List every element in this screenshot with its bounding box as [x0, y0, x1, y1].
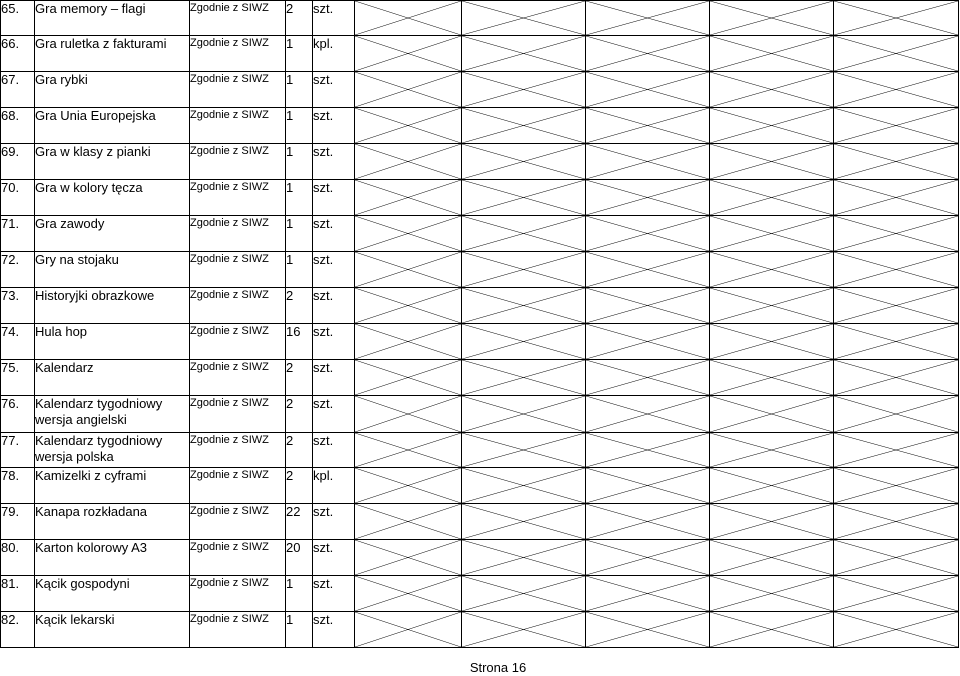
cross-mark [710, 324, 833, 359]
cross-mark [710, 433, 833, 467]
row-number: 65. [1, 1, 35, 36]
crossed-out-cell [586, 144, 710, 180]
crossed-out-cell [834, 36, 959, 72]
item-unit: szt. [313, 576, 355, 612]
crossed-out-cell [355, 324, 462, 360]
item-unit: kpl. [313, 468, 355, 504]
cross-mark [355, 468, 461, 503]
item-name: Gra memory – flagi [35, 1, 190, 36]
cross-mark [834, 576, 958, 611]
cross-mark [462, 468, 585, 503]
item-unit: szt. [313, 1, 355, 36]
row-number: 68. [1, 108, 35, 144]
item-specification: Zgodnie z SIWZ [190, 396, 286, 433]
crossed-out-cell [355, 1, 462, 36]
item-unit: szt. [313, 180, 355, 216]
cross-mark [355, 180, 461, 215]
cross-mark [355, 324, 461, 359]
crossed-out-cell [710, 252, 834, 288]
crossed-out-cell [462, 324, 586, 360]
crossed-out-cell [710, 612, 834, 648]
crossed-out-cell [462, 576, 586, 612]
crossed-out-cell [462, 360, 586, 396]
table-row [1, 144, 959, 180]
table-row [1, 504, 959, 540]
crossed-out-cell [710, 504, 834, 540]
item-quantity: 1 [286, 108, 313, 144]
crossed-out-cell [355, 396, 462, 433]
crossed-out-cell [355, 612, 462, 648]
item-quantity: 2 [286, 468, 313, 504]
item-name: Gra rybki [35, 72, 190, 108]
crossed-out-cell [586, 324, 710, 360]
crossed-out-cell [586, 108, 710, 144]
cross-mark [462, 252, 585, 287]
item-unit: szt. [313, 540, 355, 576]
cross-mark [834, 324, 958, 359]
row-number: 78. [1, 468, 35, 504]
cross-mark [586, 72, 709, 107]
crossed-out-cell [462, 540, 586, 576]
crossed-out-cell [834, 144, 959, 180]
row-number: 71. [1, 216, 35, 252]
item-specification: Zgodnie z SIWZ [190, 576, 286, 612]
row-number: 72. [1, 252, 35, 288]
item-quantity: 2 [286, 396, 313, 433]
cross-mark [586, 360, 709, 395]
cross-mark [710, 72, 833, 107]
cross-mark [462, 288, 585, 323]
table-row [1, 216, 959, 252]
crossed-out-cell [834, 468, 959, 504]
crossed-out-cell [355, 252, 462, 288]
item-specification: Zgodnie z SIWZ [190, 324, 286, 360]
cross-mark [355, 360, 461, 395]
row-number: 75. [1, 360, 35, 396]
item-specification: Zgodnie z SIWZ [190, 612, 286, 648]
cross-mark [355, 72, 461, 107]
crossed-out-cell [586, 396, 710, 433]
crossed-out-cell [462, 396, 586, 433]
crossed-out-cell [355, 504, 462, 540]
item-name: Gra ruletka z fakturami [35, 36, 190, 72]
cross-mark [355, 433, 461, 467]
item-specification: Zgodnie z SIWZ [190, 468, 286, 504]
crossed-out-cell [710, 72, 834, 108]
item-unit: szt. [313, 108, 355, 144]
crossed-out-cell [586, 504, 710, 540]
item-name: Gry na stojaku [35, 252, 190, 288]
cross-mark [586, 216, 709, 251]
crossed-out-cell [834, 324, 959, 360]
item-unit: szt. [313, 360, 355, 396]
cross-mark [834, 108, 958, 143]
crossed-out-cell [462, 504, 586, 540]
crossed-out-cell [462, 36, 586, 72]
item-quantity: 1 [286, 72, 313, 108]
cross-mark [834, 36, 958, 71]
crossed-out-cell [462, 1, 586, 36]
cross-mark [586, 540, 709, 575]
crossed-out-cell [586, 433, 710, 468]
crossed-out-cell [834, 504, 959, 540]
item-name: Karton kolorowy A3 [35, 540, 190, 576]
crossed-out-cell [834, 216, 959, 252]
cross-mark [462, 36, 585, 71]
crossed-out-cell [462, 72, 586, 108]
cross-mark [586, 468, 709, 503]
row-number: 73. [1, 288, 35, 324]
item-specification: Zgodnie z SIWZ [190, 180, 286, 216]
crossed-out-cell [834, 360, 959, 396]
crossed-out-cell [834, 612, 959, 648]
item-quantity: 22 [286, 504, 313, 540]
row-number: 82. [1, 612, 35, 648]
row-number: 74. [1, 324, 35, 360]
crossed-out-cell [462, 216, 586, 252]
item-unit: szt. [313, 504, 355, 540]
crossed-out-cell [834, 288, 959, 324]
item-quantity: 2 [286, 1, 313, 36]
item-name: Kalendarz tygodniowy wersja polska [35, 433, 190, 468]
crossed-out-cell [710, 576, 834, 612]
cross-mark [462, 1, 585, 35]
item-unit: szt. [313, 612, 355, 648]
cross-mark [586, 108, 709, 143]
item-quantity: 1 [286, 576, 313, 612]
crossed-out-cell [586, 216, 710, 252]
table-row [1, 396, 959, 433]
cross-mark [462, 612, 585, 647]
item-name: Kalendarz [35, 360, 190, 396]
item-name: Gra w kolory tęcza [35, 180, 190, 216]
cross-mark [355, 144, 461, 179]
cross-mark [586, 433, 709, 467]
item-quantity: 1 [286, 36, 313, 72]
item-specification: Zgodnie z SIWZ [190, 216, 286, 252]
table-row [1, 324, 959, 360]
cross-mark [586, 504, 709, 539]
cross-mark [710, 144, 833, 179]
crossed-out-cell [586, 612, 710, 648]
crossed-out-cell [586, 72, 710, 108]
table-row [1, 1, 959, 36]
cross-mark [834, 72, 958, 107]
item-name: Gra zawody [35, 216, 190, 252]
crossed-out-cell [710, 288, 834, 324]
crossed-out-cell [710, 108, 834, 144]
cross-mark [462, 576, 585, 611]
cross-mark [586, 612, 709, 647]
cross-mark [710, 108, 833, 143]
crossed-out-cell [710, 433, 834, 468]
crossed-out-cell [834, 108, 959, 144]
item-unit: szt. [313, 288, 355, 324]
crossed-out-cell [834, 72, 959, 108]
cross-mark [355, 216, 461, 251]
cross-mark [834, 504, 958, 539]
crossed-out-cell [710, 468, 834, 504]
crossed-out-cell [586, 540, 710, 576]
row-number: 76. [1, 396, 35, 433]
item-specification: Zgodnie z SIWZ [190, 504, 286, 540]
crossed-out-cell [355, 576, 462, 612]
cross-mark [355, 288, 461, 323]
cross-mark [462, 504, 585, 539]
item-name: Historyjki obrazkowe [35, 288, 190, 324]
cross-mark [586, 576, 709, 611]
row-number: 69. [1, 144, 35, 180]
cross-mark [834, 612, 958, 647]
crossed-out-cell [355, 180, 462, 216]
row-number: 67. [1, 72, 35, 108]
crossed-out-cell [586, 1, 710, 36]
cross-mark [586, 1, 709, 35]
cross-mark [355, 612, 461, 647]
page-number: Strona 16 [469, 660, 527, 675]
table-row [1, 36, 959, 72]
cross-mark [834, 396, 958, 432]
cross-mark [834, 180, 958, 215]
row-number: 70. [1, 180, 35, 216]
item-specification: Zgodnie z SIWZ [190, 360, 286, 396]
crossed-out-cell [355, 360, 462, 396]
cross-mark [710, 540, 833, 575]
crossed-out-cell [462, 180, 586, 216]
row-number: 77. [1, 433, 35, 468]
item-specification: Zgodnie z SIWZ [190, 72, 286, 108]
cross-mark [355, 252, 461, 287]
table-row [1, 180, 959, 216]
item-name: Hula hop [35, 324, 190, 360]
cross-mark [586, 36, 709, 71]
table-row [1, 108, 959, 144]
crossed-out-cell [355, 144, 462, 180]
cross-mark [462, 180, 585, 215]
crossed-out-cell [710, 396, 834, 433]
item-quantity: 1 [286, 180, 313, 216]
item-specification: Zgodnie z SIWZ [190, 108, 286, 144]
cross-mark [355, 504, 461, 539]
crossed-out-cell [710, 144, 834, 180]
cross-mark [834, 252, 958, 287]
cross-mark [710, 216, 833, 251]
cross-mark [462, 108, 585, 143]
crossed-out-cell [586, 180, 710, 216]
table-row [1, 360, 959, 396]
crossed-out-cell [834, 252, 959, 288]
item-quantity: 2 [286, 288, 313, 324]
cross-mark [834, 144, 958, 179]
crossed-out-cell [834, 433, 959, 468]
crossed-out-cell [834, 576, 959, 612]
item-specification: Zgodnie z SIWZ [190, 36, 286, 72]
item-unit: szt. [313, 396, 355, 433]
item-specification: Zgodnie z SIWZ [190, 288, 286, 324]
item-quantity: 2 [286, 360, 313, 396]
item-quantity: 1 [286, 216, 313, 252]
crossed-out-cell [462, 252, 586, 288]
item-unit: szt. [313, 216, 355, 252]
cross-mark [710, 1, 833, 35]
cross-mark [462, 144, 585, 179]
item-name: Gra Unia Europejska [35, 108, 190, 144]
cross-mark [462, 433, 585, 467]
crossed-out-cell [586, 360, 710, 396]
item-quantity: 1 [286, 612, 313, 648]
cross-mark [710, 612, 833, 647]
crossed-out-cell [586, 468, 710, 504]
crossed-out-cell [834, 1, 959, 36]
item-unit: szt. [313, 72, 355, 108]
item-specification: Zgodnie z SIWZ [190, 1, 286, 36]
cross-mark [462, 360, 585, 395]
cross-mark [710, 252, 833, 287]
crossed-out-cell [355, 288, 462, 324]
row-number: 80. [1, 540, 35, 576]
cross-mark [355, 108, 461, 143]
crossed-out-cell [355, 72, 462, 108]
crossed-out-cell [834, 540, 959, 576]
cross-mark [462, 216, 585, 251]
item-unit: szt. [313, 252, 355, 288]
table-row [1, 612, 959, 648]
crossed-out-cell [834, 180, 959, 216]
crossed-out-cell [710, 216, 834, 252]
cross-mark [834, 288, 958, 323]
cross-mark [586, 180, 709, 215]
crossed-out-cell [355, 216, 462, 252]
cross-mark [355, 576, 461, 611]
cross-mark [834, 216, 958, 251]
item-unit: kpl. [313, 36, 355, 72]
item-quantity: 16 [286, 324, 313, 360]
cross-mark [710, 468, 833, 503]
table-row [1, 288, 959, 324]
cross-mark [586, 324, 709, 359]
cross-mark [462, 72, 585, 107]
crossed-out-cell [355, 468, 462, 504]
item-specification: Zgodnie z SIWZ [190, 433, 286, 468]
item-unit: szt. [313, 433, 355, 468]
crossed-out-cell [462, 612, 586, 648]
item-name: Kącik lekarski [35, 612, 190, 648]
item-quantity: 1 [286, 144, 313, 180]
crossed-out-cell [586, 288, 710, 324]
item-specification: Zgodnie z SIWZ [190, 252, 286, 288]
crossed-out-cell [462, 108, 586, 144]
row-number: 79. [1, 504, 35, 540]
crossed-out-cell [586, 576, 710, 612]
item-name: Kącik gospodyni [35, 576, 190, 612]
cross-mark [586, 252, 709, 287]
crossed-out-cell [355, 36, 462, 72]
crossed-out-cell [462, 468, 586, 504]
crossed-out-cell [355, 108, 462, 144]
crossed-out-cell [355, 540, 462, 576]
crossed-out-cell [586, 252, 710, 288]
table-row [1, 468, 959, 504]
cross-mark [834, 360, 958, 395]
cross-mark [710, 360, 833, 395]
item-specification: Zgodnie z SIWZ [190, 540, 286, 576]
item-name: Kanapa rozkładana [35, 504, 190, 540]
item-name: Kalendarz tygodniowy wersja angielski [35, 396, 190, 433]
crossed-out-cell [586, 36, 710, 72]
crossed-out-cell [462, 144, 586, 180]
crossed-out-cell [710, 36, 834, 72]
cross-mark [710, 576, 833, 611]
cross-mark [355, 36, 461, 71]
page-footer [0, 660, 960, 676]
crossed-out-cell [462, 288, 586, 324]
cross-mark [355, 1, 461, 35]
item-unit: szt. [313, 324, 355, 360]
cross-mark [710, 36, 833, 71]
cross-mark [710, 504, 833, 539]
row-number: 66. [1, 36, 35, 72]
cross-mark [462, 324, 585, 359]
crossed-out-cell [355, 433, 462, 468]
cross-mark [586, 396, 709, 432]
cross-mark [586, 144, 709, 179]
row-number: 81. [1, 576, 35, 612]
crossed-out-cell [710, 180, 834, 216]
item-specification: Zgodnie z SIWZ [190, 144, 286, 180]
item-quantity: 1 [286, 252, 313, 288]
cross-mark [710, 180, 833, 215]
cross-mark [710, 396, 833, 432]
cross-mark [710, 288, 833, 323]
table-row [1, 72, 959, 108]
crossed-out-cell [710, 1, 834, 36]
item-quantity: 2 [286, 433, 313, 468]
cross-mark [834, 540, 958, 575]
crossed-out-cell [710, 540, 834, 576]
cross-mark [355, 540, 461, 575]
cross-mark [355, 396, 461, 432]
item-quantity: 20 [286, 540, 313, 576]
item-unit: szt. [313, 144, 355, 180]
cross-mark [462, 396, 585, 432]
crossed-out-cell [462, 433, 586, 468]
table-row [1, 576, 959, 612]
table-row [1, 540, 959, 576]
cross-mark [462, 540, 585, 575]
table-row [1, 433, 959, 468]
table-row [1, 252, 959, 288]
cross-mark [834, 1, 958, 35]
crossed-out-cell [834, 396, 959, 433]
cross-mark [834, 433, 958, 467]
cross-mark [586, 288, 709, 323]
crossed-out-cell [710, 324, 834, 360]
item-name: Kamizelki z cyframi [35, 468, 190, 504]
crossed-out-cell [710, 360, 834, 396]
item-name: Gra w klasy z pianki [35, 144, 190, 180]
cross-mark [834, 468, 958, 503]
